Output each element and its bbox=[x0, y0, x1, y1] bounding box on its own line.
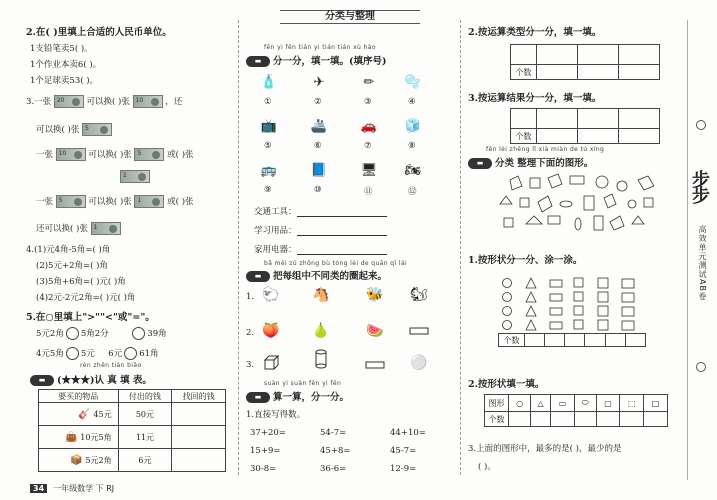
q3-row-1-c: ，还 bbox=[165, 97, 183, 107]
section-badge: ▬ bbox=[246, 56, 270, 67]
q1-shape-title: 1.按形状分一分、涂一涂。 bbox=[468, 255, 583, 266]
compare-circle[interactable] bbox=[66, 347, 79, 360]
pencil-icon: ✏ bbox=[363, 74, 375, 90]
brand-logo: 步步 bbox=[689, 170, 710, 202]
s3-pinyin: suàn yi suàn fēn yi fēn bbox=[264, 380, 342, 387]
side-tab bbox=[687, 20, 713, 480]
table-row: 📦 5元2角 6元 bbox=[39, 449, 226, 472]
answer-cell[interactable] bbox=[565, 334, 585, 347]
q5-row-1: 5元2角 5角2分 39角 bbox=[36, 329, 167, 339]
grid-shape[interactable] bbox=[526, 292, 536, 302]
binder-hole bbox=[696, 120, 706, 130]
item-number: ⑧ bbox=[408, 141, 416, 151]
column-divider bbox=[238, 20, 239, 475]
cube-shape-cell: ▢ bbox=[596, 395, 620, 412]
s2-row-label: 3. bbox=[246, 360, 255, 370]
s2-row-label: 2. bbox=[246, 328, 255, 338]
pear-icon: 🍐 bbox=[312, 323, 330, 339]
circle-shape-cell: ○ bbox=[509, 395, 531, 412]
operation-table bbox=[510, 44, 660, 80]
calc-item: 44+10= bbox=[390, 428, 426, 438]
table-row: 🎸 45元 50元 bbox=[39, 403, 226, 426]
washing-machine-icon: 🫧 bbox=[404, 74, 422, 90]
car-icon: 🚗 bbox=[360, 118, 378, 134]
grid-shape[interactable] bbox=[574, 306, 583, 315]
answer-cell[interactable] bbox=[537, 129, 578, 144]
answer-cell[interactable] bbox=[578, 65, 619, 80]
item-number: ⑫ bbox=[408, 187, 417, 197]
grid-shape[interactable] bbox=[598, 292, 608, 302]
q3-row-1 bbox=[26, 95, 182, 108]
s1-title: ▬ 分一分，填一填。(填序号) bbox=[246, 53, 387, 67]
banknote-icon: 5 bbox=[56, 195, 86, 208]
q3b-tail: ( )。 bbox=[478, 462, 496, 472]
item-number: ⑨ bbox=[264, 185, 272, 195]
answer-cell[interactable] bbox=[525, 334, 545, 347]
grid-shape[interactable] bbox=[503, 321, 512, 330]
ball-icon: ⚪ bbox=[410, 355, 428, 371]
ship-icon: 🚢 bbox=[310, 118, 328, 134]
item-number: ⑥ bbox=[314, 141, 322, 151]
q2-item-3: 1个足球卖53( )。 bbox=[30, 76, 99, 86]
q3-row-3 bbox=[36, 148, 194, 161]
item-number: ③ bbox=[364, 97, 372, 107]
count-label: 个数 bbox=[485, 412, 509, 427]
grid-shape[interactable] bbox=[526, 278, 536, 288]
section-fill-table-title: ▬ (★★★)认 真 填 表。 bbox=[30, 372, 152, 386]
calc-item: 45-7= bbox=[390, 446, 417, 456]
grid-shape[interactable] bbox=[622, 321, 634, 330]
s4-title: ▬ 分类 整理下面的图形。 bbox=[468, 155, 593, 169]
banknote-icon: 20 bbox=[54, 95, 84, 108]
answer-cell[interactable] bbox=[509, 412, 531, 427]
shape-label: 图形 bbox=[485, 395, 509, 412]
sheep-icon: 🐑 bbox=[262, 287, 280, 303]
answer-cell[interactable] bbox=[574, 412, 596, 427]
answer-cell[interactable] bbox=[537, 45, 578, 65]
cylinder-icon bbox=[310, 350, 332, 368]
answer-cell[interactable] bbox=[545, 334, 565, 347]
section-badge: ▬ bbox=[246, 392, 270, 403]
q3-row-4 bbox=[36, 195, 194, 208]
section-badge: ▬ bbox=[468, 158, 492, 169]
calc-item: 45+8= bbox=[320, 446, 351, 456]
q2-item-1: 1支铅笔卖5( )。 bbox=[30, 44, 93, 54]
rect-shape-cell: ▭ bbox=[551, 395, 575, 412]
shape-fill-table bbox=[484, 394, 668, 427]
calc-item: 54-7= bbox=[320, 428, 347, 438]
q3-row-2-a: 可以换( )张 bbox=[36, 125, 80, 135]
grid-shape[interactable] bbox=[622, 307, 634, 316]
q4-line-1: 4.(1)元4角-5角=( )角 bbox=[26, 245, 111, 255]
sec-pinyin: rèn zhēn tián biǎo bbox=[80, 362, 142, 369]
grid-shape[interactable] bbox=[598, 320, 608, 330]
s3-title: ▬ 算一算，分一分。 bbox=[246, 389, 349, 403]
q3-row-3-a: 一张 bbox=[36, 150, 54, 160]
appliances-line: 家用电器： bbox=[254, 243, 387, 255]
q3-row-4-b: 可以换( )张 bbox=[88, 197, 132, 207]
q3-row-3-b: 可以换( )张 bbox=[88, 150, 132, 160]
answer-cell[interactable] bbox=[578, 109, 619, 129]
bee-icon: 🐝 bbox=[366, 287, 384, 303]
answer-cell[interactable] bbox=[551, 412, 575, 427]
guitar-icon: 🎸 bbox=[78, 408, 91, 420]
table-row: 👜 10元5角 11元 bbox=[39, 426, 226, 449]
q2-item-2: 1个作业本卖6( )。 bbox=[30, 60, 102, 70]
s1-pinyin: fēn yi fēn tián yi tián tián xù hào bbox=[264, 44, 376, 51]
q5-title: 5.在○里填上">""<"或"="。 bbox=[26, 312, 155, 323]
brand-subtitle: 高效单元测试AB卷 bbox=[698, 225, 707, 301]
peach-icon: 🍑 bbox=[262, 323, 280, 339]
answer-cell[interactable] bbox=[537, 109, 578, 129]
grid-shape[interactable] bbox=[550, 294, 562, 301]
compare-circle[interactable] bbox=[132, 327, 145, 340]
grid-shape[interactable] bbox=[526, 306, 536, 316]
grid-shape[interactable] bbox=[574, 292, 583, 301]
item-number: ⑪ bbox=[364, 187, 373, 197]
calc-item: 37+20= bbox=[250, 428, 286, 438]
s4-pinyin: fēn lèi zhěng lǐ xià miàn de tú xíng bbox=[486, 146, 605, 153]
cylinder-shape-cell: ⬭ bbox=[574, 395, 596, 412]
table-header: 要买的物品 bbox=[39, 390, 119, 403]
transport-line: 交通工具： bbox=[254, 205, 387, 217]
banknote-icon: 1 bbox=[120, 170, 150, 183]
microwave-icon: 📺 bbox=[260, 118, 278, 134]
item-number: ⑩ bbox=[314, 185, 322, 195]
section-badge: ▬ bbox=[30, 375, 54, 386]
grid-shape[interactable] bbox=[503, 279, 512, 288]
triangle-shape-cell: △ bbox=[531, 395, 551, 412]
q3-row-2 bbox=[36, 123, 112, 136]
answer-cell[interactable] bbox=[644, 412, 668, 427]
grid-shape[interactable] bbox=[574, 278, 583, 287]
q3-row-5 bbox=[36, 222, 121, 235]
q2-title: 2.在( )里填上合适的人民币单位。 bbox=[26, 27, 172, 38]
calc-item: 15+9= bbox=[250, 446, 281, 456]
count-label: 个数 bbox=[511, 129, 537, 144]
grid-shape[interactable] bbox=[550, 280, 562, 287]
answer-cell[interactable] bbox=[172, 449, 226, 472]
q3-classify-title: 3.按运算结果分一分，填一填。 bbox=[468, 93, 602, 104]
book-title: 一年级数学 下 RJ bbox=[53, 484, 115, 493]
page-number: 34 bbox=[30, 484, 47, 493]
school-supplies-line: 学习用品： bbox=[254, 224, 387, 236]
table-header: 找回的钱 bbox=[172, 390, 226, 403]
banknote-icon: 10 bbox=[56, 148, 86, 161]
q2b-title: 2.按形状填一填。 bbox=[468, 379, 545, 390]
count-label: 个数 bbox=[511, 65, 537, 80]
result-table bbox=[510, 108, 660, 144]
motorcycle-icon: 🏍 bbox=[404, 162, 422, 178]
banknote-icon: 5 bbox=[134, 148, 164, 161]
grid-shape[interactable] bbox=[503, 307, 512, 316]
section-badge: ▬ bbox=[246, 271, 270, 282]
calc-item: 30-8= bbox=[250, 464, 277, 474]
grid-shape[interactable] bbox=[550, 322, 562, 329]
answer-blank[interactable] bbox=[297, 209, 387, 217]
q3b-text: 3.上面的图形中，最多的是( )，最少的是 bbox=[468, 444, 622, 454]
airplane-icon: ✈ bbox=[313, 74, 325, 90]
s2-title: ▬ 把每组中不同类的圈起来。 bbox=[246, 268, 387, 282]
answer-blank[interactable] bbox=[297, 228, 387, 236]
column-right bbox=[462, 0, 682, 500]
item-number: ④ bbox=[408, 97, 416, 107]
banknote-icon: 5 bbox=[82, 123, 112, 136]
compare-circle[interactable] bbox=[66, 327, 79, 340]
q3-row-3-extra bbox=[120, 170, 150, 183]
box-shape-cell: ⬚ bbox=[620, 395, 644, 412]
answer-cell[interactable] bbox=[578, 45, 619, 65]
answer-cell[interactable] bbox=[531, 412, 551, 427]
square-shape-cell: □ bbox=[644, 395, 668, 412]
bag-icon: 👜 bbox=[65, 431, 78, 443]
q3-row-5-a: 还可以换( )张 bbox=[36, 224, 88, 234]
column-divider bbox=[460, 20, 461, 475]
price-table bbox=[38, 389, 226, 472]
answer-cell[interactable] bbox=[596, 412, 620, 427]
banknote-icon: 1 bbox=[134, 195, 164, 208]
item-number: ⑦ bbox=[364, 141, 372, 151]
q4-line-2: (2)5元+2角=( )角 bbox=[36, 261, 108, 271]
book-icon: 📘 bbox=[310, 162, 328, 178]
grid-shape[interactable] bbox=[526, 320, 536, 330]
grid-shape[interactable] bbox=[622, 279, 634, 288]
q3-row-1-b: 可以换( )张 bbox=[86, 97, 130, 107]
tv-icon: 🖥 bbox=[360, 162, 378, 178]
shape-grid bbox=[498, 276, 648, 366]
compare-circle[interactable] bbox=[124, 347, 137, 360]
grid-shape[interactable] bbox=[598, 278, 608, 288]
q3-row-4-c: 或( )张 bbox=[167, 197, 194, 207]
bottle-icon: 🧴 bbox=[260, 74, 278, 90]
answer-cell[interactable] bbox=[578, 129, 619, 144]
s2-row-label: 1. bbox=[246, 292, 255, 302]
flat-rect-icon bbox=[364, 356, 386, 374]
grid-shape[interactable] bbox=[574, 320, 583, 329]
horse-icon: 🐴 bbox=[312, 287, 330, 303]
binder-hole bbox=[696, 362, 706, 372]
page-footer bbox=[30, 483, 114, 494]
answer-cell[interactable] bbox=[625, 334, 645, 347]
q2-classify-title: 2.按运算类型分一分，填一填。 bbox=[468, 27, 602, 38]
count-label: 个数 bbox=[499, 334, 525, 347]
answer-cell[interactable] bbox=[619, 65, 660, 80]
column-left bbox=[0, 0, 238, 500]
item-number: ② bbox=[314, 97, 322, 107]
table-header: 付出的钱 bbox=[118, 390, 172, 403]
banknote-icon: 10 bbox=[133, 95, 163, 108]
calc-item: 12-9= bbox=[390, 464, 417, 474]
q3-row-1-a: 3.一张 bbox=[26, 97, 52, 107]
bus-icon: 🚌 bbox=[260, 162, 278, 178]
column-middle bbox=[240, 0, 458, 500]
answer-cell[interactable] bbox=[172, 403, 226, 426]
answer-blank[interactable] bbox=[297, 247, 387, 255]
answer-cell[interactable] bbox=[605, 334, 625, 347]
q3-row-4-a: 一张 bbox=[36, 197, 54, 207]
s3-subtitle: 1.直接写得数。 bbox=[246, 410, 306, 420]
shapes-cluster bbox=[490, 172, 660, 242]
cube-icon bbox=[260, 354, 282, 372]
refrigerator-icon: 🧊 bbox=[404, 118, 422, 134]
answer-cell[interactable] bbox=[619, 109, 660, 129]
answer-cell[interactable] bbox=[537, 65, 578, 80]
banknote-icon: 1 bbox=[91, 222, 121, 235]
answer-cell[interactable] bbox=[619, 129, 660, 144]
rectangle-icon bbox=[408, 322, 430, 340]
box-icon: 📦 bbox=[70, 454, 83, 466]
squirrel-icon: 🐿 bbox=[410, 287, 428, 303]
grid-shape[interactable] bbox=[550, 308, 562, 315]
q5-row-2: 4元5角 5元 6元 61角 bbox=[36, 349, 159, 359]
item-number: ① bbox=[264, 97, 272, 107]
s2-pinyin: bǎ měi zǔ zhōng bù tóng lèi de quān qǐ lái bbox=[264, 260, 408, 267]
q4-line-4: (4)2元-2元2角=( )元( )角 bbox=[36, 293, 136, 303]
answer-cell[interactable] bbox=[619, 45, 660, 65]
grid-shape[interactable] bbox=[598, 306, 608, 316]
grid-shape[interactable] bbox=[503, 293, 512, 302]
answer-cell[interactable] bbox=[172, 426, 226, 449]
unit-header: 分类与整理 bbox=[280, 10, 420, 24]
grid-shape[interactable] bbox=[622, 293, 634, 302]
item-number: ⑤ bbox=[264, 141, 272, 151]
shape-count-mini bbox=[498, 333, 646, 347]
calc-item: 36-6= bbox=[320, 464, 347, 474]
watermelon-icon: 🍉 bbox=[366, 323, 384, 339]
q4-line-3: (3)5角+6角=( )元( )角 bbox=[36, 277, 126, 287]
answer-cell[interactable] bbox=[620, 412, 644, 427]
answer-cell[interactable] bbox=[585, 334, 605, 347]
q3-row-3-c: 或( )张 bbox=[167, 150, 194, 160]
